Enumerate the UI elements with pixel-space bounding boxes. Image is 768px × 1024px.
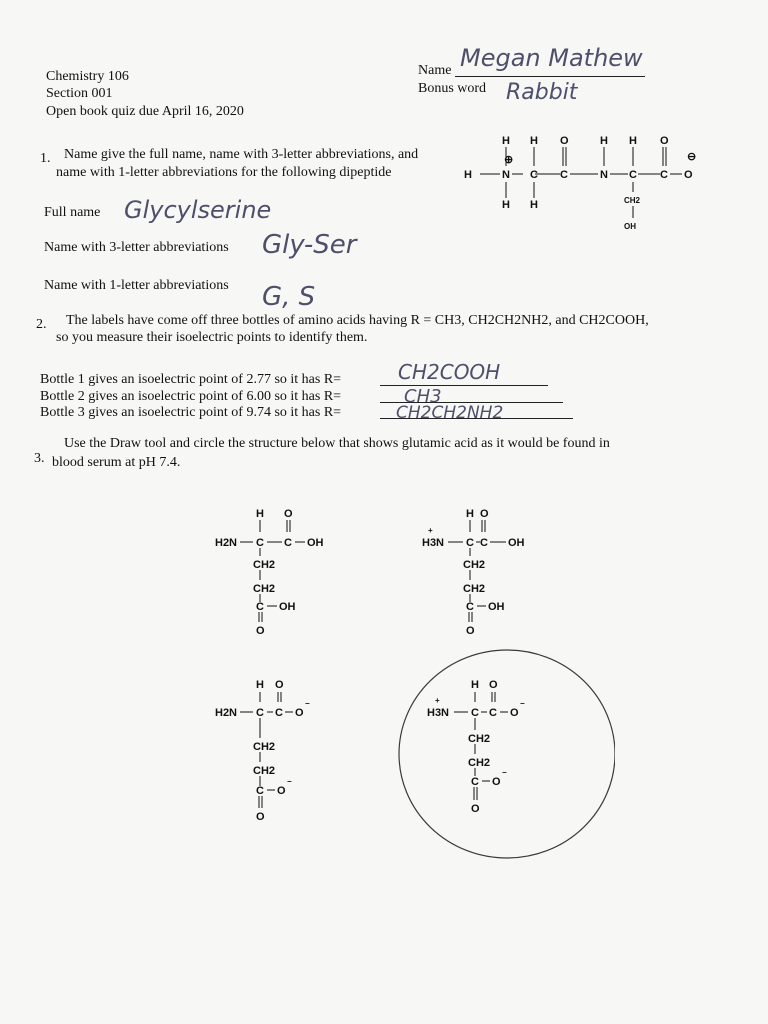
svg-text:H: H: [466, 508, 474, 520]
svg-text:CH2: CH2: [253, 559, 276, 571]
svg-text:CH2: CH2: [624, 196, 641, 205]
svg-text:C: C: [256, 601, 264, 613]
svg-text:O: O: [492, 776, 501, 788]
q3-text-line1: Use the Draw tool and circle the structure below that shows glutamic acid as it would be found in: [64, 436, 610, 451]
svg-text:C: C: [256, 707, 264, 719]
svg-text:C: C: [256, 537, 264, 549]
svg-text:O: O: [256, 811, 265, 823]
svg-text:C: C: [489, 707, 497, 719]
svg-text:C: C: [480, 537, 488, 549]
three-letter-label: Name with 3-letter abbreviations: [44, 240, 229, 255]
svg-text:H2N: H2N: [215, 537, 238, 549]
svg-text:O: O: [466, 625, 475, 637]
svg-text:C: C: [256, 785, 264, 797]
bottle3-text: Bottle 3 gives an isoelectric point of 9.74 so it has R=: [40, 405, 342, 420]
svg-text:−: −: [287, 777, 292, 786]
svg-text:CH2: CH2: [253, 583, 276, 595]
structure-deprotonated-form: [205, 670, 345, 840]
svg-text:H: H: [256, 508, 264, 520]
name-handwritten: Megan Mathew: [460, 44, 643, 72]
svg-text:O: O: [295, 707, 304, 719]
svg-text:H: H: [471, 679, 479, 691]
svg-text:C: C: [471, 776, 479, 788]
svg-text:N: N: [600, 169, 608, 181]
svg-text:H: H: [502, 135, 510, 147]
bottle2-answer: CH3: [404, 386, 442, 407]
svg-text:O: O: [471, 803, 480, 815]
svg-text:C: C: [629, 169, 637, 181]
svg-text:O: O: [489, 679, 498, 691]
structure-protonated-form: [410, 500, 560, 640]
svg-text:CH2: CH2: [463, 583, 486, 595]
svg-text:O: O: [277, 785, 286, 797]
svg-text:OH: OH: [508, 537, 525, 549]
svg-text:C: C: [466, 601, 474, 613]
dipeptide-structure: [460, 130, 700, 240]
svg-text:H2N: H2N: [215, 707, 238, 719]
svg-text:H: H: [530, 135, 538, 147]
one-letter-label: Name with 1-letter abbreviations: [44, 278, 229, 293]
svg-text:C: C: [284, 537, 292, 549]
svg-text:H: H: [600, 135, 608, 147]
svg-text:−: −: [305, 699, 310, 708]
svg-text:O: O: [660, 135, 669, 147]
svg-text:O: O: [560, 135, 569, 147]
svg-text:C: C: [466, 537, 474, 549]
svg-text:H3N: H3N: [427, 707, 450, 719]
svg-text:H: H: [256, 679, 264, 691]
svg-text:C: C: [660, 169, 668, 181]
svg-text:OH: OH: [307, 537, 324, 549]
section-label: Section 001: [46, 86, 113, 101]
answer-circle: [399, 650, 615, 858]
svg-text:+: +: [428, 526, 433, 535]
svg-text:CH2: CH2: [253, 765, 276, 777]
q3-number: 3.: [34, 451, 45, 466]
svg-text:CH2: CH2: [468, 733, 491, 745]
q2-text-line2: so you measure their isoelectric points to identify them.: [56, 330, 368, 345]
svg-text:CH2: CH2: [468, 757, 491, 769]
bottle3-answer: CH2CH2NH2: [396, 403, 504, 423]
svg-text:⊕: ⊕: [504, 154, 514, 166]
svg-text:C: C: [530, 169, 538, 181]
svg-text:⊖: ⊖: [687, 151, 697, 163]
q3-text-line2: blood serum at pH 7.4.: [52, 455, 181, 470]
full-name-answer: Glycylserine: [124, 196, 272, 224]
svg-text:O: O: [275, 679, 284, 691]
svg-text:+: +: [435, 696, 440, 705]
svg-text:C: C: [275, 707, 283, 719]
course-title: Chemistry 106: [46, 69, 129, 84]
svg-text:OH: OH: [488, 601, 505, 613]
svg-text:O: O: [284, 508, 293, 520]
bonus-word-label: Bonus word: [418, 81, 487, 96]
svg-text:O: O: [510, 707, 519, 719]
svg-text:N: N: [502, 169, 510, 181]
quiz-title: Open book quiz due April 16, 2020: [46, 104, 244, 119]
svg-text:O: O: [684, 169, 693, 181]
svg-text:H: H: [464, 169, 472, 181]
svg-text:H3N: H3N: [422, 537, 445, 549]
one-letter-answer: G, S: [262, 282, 316, 312]
q1-number: 1.: [40, 151, 51, 166]
bottle1-answer: CH2COOH: [398, 360, 501, 384]
name-label: Name: [418, 63, 452, 78]
svg-text:C: C: [471, 707, 479, 719]
bonus-word-handwritten: Rabbit: [506, 80, 578, 105]
svg-text:H: H: [502, 199, 510, 211]
svg-text:H: H: [530, 199, 538, 211]
svg-text:OH: OH: [624, 222, 636, 231]
bottle1-text: Bottle 1 gives an isoelectric point of 2.77 so it has R=: [40, 372, 342, 387]
svg-text:H: H: [629, 135, 637, 147]
full-name-label: Full name: [44, 205, 101, 220]
svg-text:CH2: CH2: [463, 559, 486, 571]
q1-text-line1: Name give the full name, name with 3-letter abbreviations, and: [64, 147, 419, 162]
q2-number: 2.: [36, 317, 47, 332]
q2-text-line1: The labels have come off three bottles of amino acids having R = CH3, CH2CH2NH2, and CH2COOH,: [66, 313, 649, 328]
q1-text-line2: name with 1-letter abbreviations for the following dipeptide: [56, 165, 392, 180]
bottle2-text: Bottle 2 gives an isoelectric point of 6.00 so it has R=: [40, 389, 342, 404]
three-letter-answer: Gly-Ser: [262, 230, 357, 260]
svg-text:−: −: [520, 699, 525, 708]
svg-text:OH: OH: [279, 601, 296, 613]
svg-text:C: C: [560, 169, 568, 181]
svg-text:O: O: [480, 508, 489, 520]
svg-text:O: O: [256, 625, 265, 637]
structure-neutral-form: [205, 500, 345, 640]
svg-text:CH2: CH2: [253, 741, 276, 753]
svg-text:−: −: [502, 768, 507, 777]
structure-zwitterion-circled[interactable]: [395, 640, 615, 860]
